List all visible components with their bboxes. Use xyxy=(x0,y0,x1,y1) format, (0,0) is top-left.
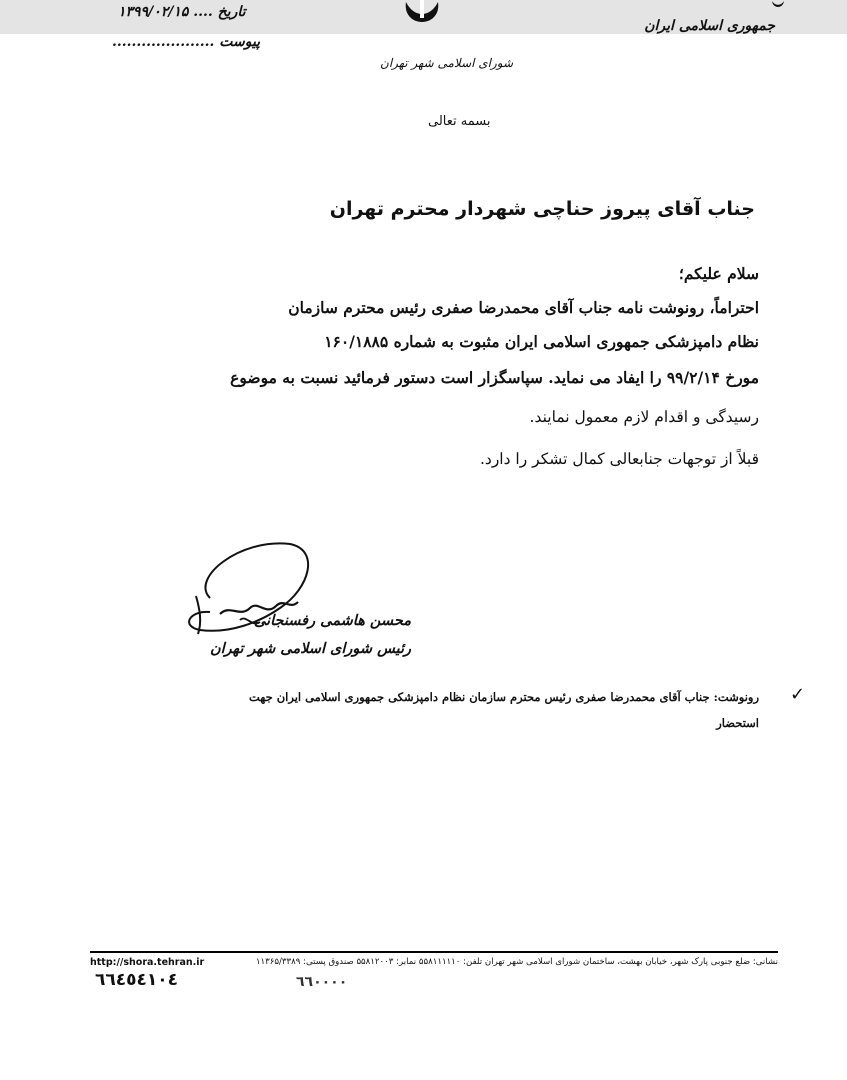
emblem-logo xyxy=(400,0,444,30)
paragraph-line: رسیدگی و اقدام لازم معمول نمایند. xyxy=(529,408,759,426)
paragraph-line: نظام دامپزشکی جمهوری اسلامی ایران مثبوت به شماره ۱۶۰/۱۸۸۵ xyxy=(324,332,759,351)
registration-stamp: ٦٦٤٥٤١٠٤ xyxy=(95,970,179,990)
state-emblem-icon xyxy=(770,0,786,19)
greeting: سلام علیکم؛ xyxy=(678,264,759,283)
paragraph-line: مورخ ۹۹/۲/۱۴ را ایفاد می نماید. سپاسگزار است دستور فرمائید نسبت به موضوع xyxy=(230,368,759,387)
checkmark-icon: ✓ xyxy=(790,684,806,705)
council-name: شورای اسلامی شهر تهران xyxy=(380,56,514,70)
paragraph-line: احتراماً، رونوشت نامه جناب آقای محمدرضا صفری رئیس محترم سازمان xyxy=(288,298,759,317)
cc-line: استحضار xyxy=(716,716,759,730)
closing-line: قبلاً از توجهات جنابعالی کمال تشکر را دارد. xyxy=(479,450,759,468)
attachment-row: ..................... پیوست xyxy=(112,34,261,50)
footer-divider xyxy=(90,951,778,953)
country-name: جمهوری اسلامی ایران xyxy=(644,18,775,34)
signer-name: محسن هاشمی رفسنجانی xyxy=(253,612,411,629)
attachment-label: پیوست xyxy=(219,34,261,50)
date-value: ۱۳۹۹/۰۲/۱۵ xyxy=(118,4,189,20)
footer-url: http://shora.tehran.ir xyxy=(90,957,208,968)
registration-stamp: ٦٦٠٠٠٠ xyxy=(296,974,348,990)
footer-address: نشانی: ضلع جنوبی پارک شهر، خیابان بهشت، ساختمان شورای اسلامی شهر تهران تلفن: ۵۵۸۱۱۱۱۱۰ نمابر: ۵۵۸۱۲۰۰۳ صندوق پستی: ۱۱۳۶۵/۳۳۸۹ xyxy=(255,957,778,967)
blessing: بسمه تعالی xyxy=(428,114,491,129)
signer-title: رئیس شورای اسلامی شهر تهران xyxy=(209,640,411,657)
recipient-line: جناب آقای پیروز حناچی شهردار محترم تهران xyxy=(329,198,755,220)
cc-line: رونوشت: جناب آقای محمدرضا صفری رئیس محترم سازمان نظام دامپزشکی جمهوری اسلامی ایران جهت xyxy=(249,690,759,704)
date-label: تاریخ xyxy=(217,4,246,20)
date-row: ۱۳۹۹/۰۲/۱۵ .... تاریخ xyxy=(118,4,246,20)
